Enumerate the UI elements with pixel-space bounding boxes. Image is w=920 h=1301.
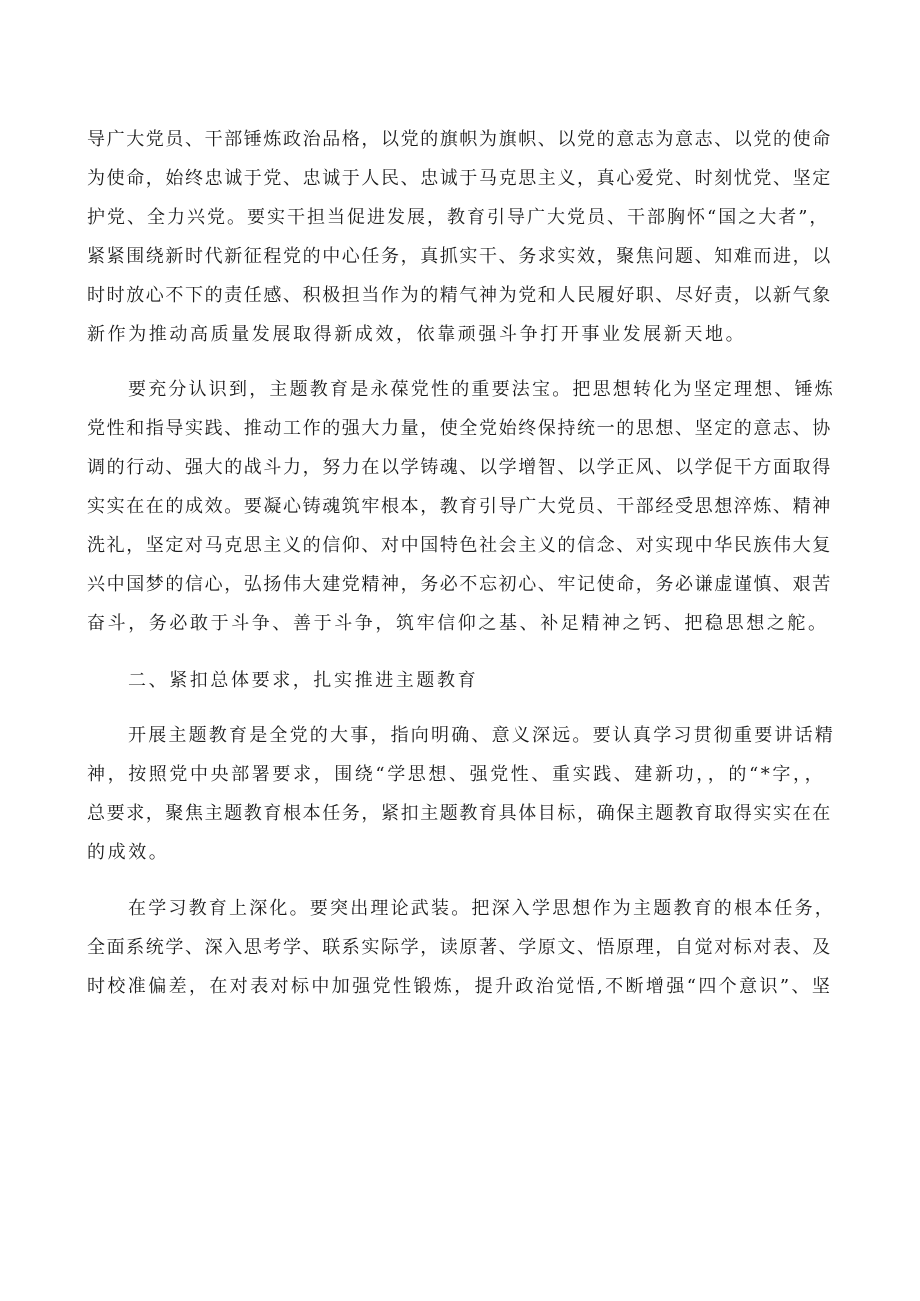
text-line: 的成效。 [87,842,170,863]
text-line: 在学习教育上深化。要突出理论武装。把深入学思想作为主题教育的根本任务， [128,898,835,919]
text-line: 洗礼，坚定对马克思主义的信仰、对中国特色社会主义的信念、对实现中华民族伟大复 [87,535,832,556]
text-line: 开展主题教育是全党的大事，指向明确、意义深远。要认真学习贯彻重要讲话精 [128,725,835,746]
text-line: 新作为推动高质量发展取得新成效，依靠顽强斗争打开事业发展新天地。 [87,324,747,345]
text-line: 要充分认识到，主题教育是永葆党性的重要法宝。把思想转化为坚定理想、锤炼 [128,379,835,400]
section-heading: 二、紧扣总体要求，扎实推进主题教育 [128,670,479,691]
text-line: 调的行动、强大的战斗力，努力在以学铸魂、以学增智、以学正风、以学促干方面取得 [87,457,832,478]
text-line: 党性和指导实践、推动工作的强大力量，使全党始终保持统一的思想、坚定的意志、协 [87,418,832,439]
text-line: 时校准偏差，在对表对标中加强党性锻炼，提升政治觉悟,不断增强“四个意识”、坚 [87,976,833,997]
text-line: 为使命，始终忠诚于党、忠诚于人民、忠诚于马克思主义，真心爱党、时刻忧党、坚定 [87,168,832,189]
text-line: 奋斗，务必敢于斗争、善于斗争，筑牢信仰之基、补足精神之钙、把稳思想之舵。 [87,613,829,634]
text-line: 实实在在的成效。要凝心铸魂筑牢根本，教育引导广大党员、干部经受思想淬炼、精神 [87,496,832,517]
text-line: 神，按照党中央部署要求，围绕“学思想、强党性、重实践、建新功，，的“*字，， [87,764,826,785]
text-line: 全面系统学、深入思考学、联系实际学，读原著、学原文、悟原理，自觉对标对表、及 [87,937,832,958]
text-line: 时时放心不下的责任感、积极担当作为的精气神为党和人民履好职、尽好责，以新气象 [87,285,832,306]
text-line: 总要求，聚焦主题教育根本任务，紧扣主题教育具体目标，确保主题教育取得实实在在 [87,803,832,824]
text-line: 护党、全力兴党。要实干担当促进发展，教育引导广大党员、干部胸怀“国之大者”， [87,207,830,228]
text-line: 导广大党员、干部锤炼政治品格，以党的旗帜为旗帜、以党的意志为意志、以党的使命 [87,129,832,150]
text-line: 紧紧围绕新时代新征程党的中心任务，真抓实干、务求实效，聚焦问题、知难而进，以 [87,246,832,267]
text-line: 兴中国梦的信心，弘扬伟大建党精神，务必不忘初心、牢记使命，务必谦虚谨慎、艰苦 [87,574,832,595]
